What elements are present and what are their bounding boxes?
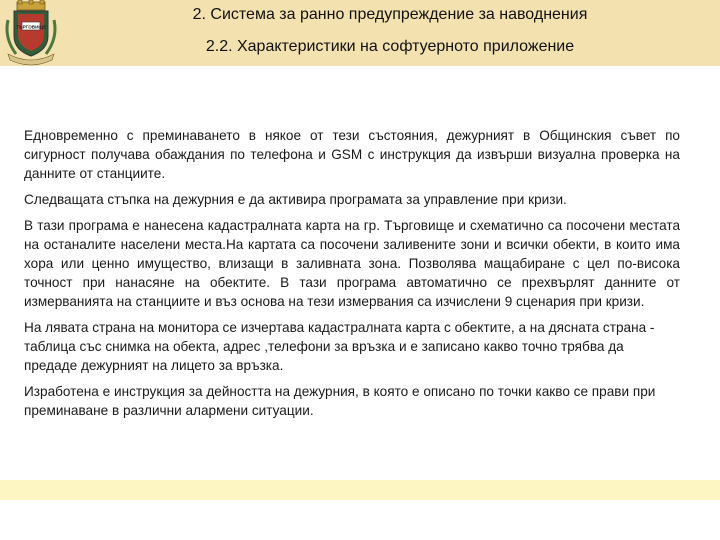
footer-band (0, 480, 720, 500)
logo-lettering: ТЪРГОВИЩЕ (15, 24, 47, 30)
paragraph-3: В тази програма е нанесена кадастралната карта на гр. Търговище и схематично са посочени местата на останалите населени места.На картата са посочени заливените зони и всички обекти, в които има хора или ценно имущество, влизащи в заливната зона. Позволява мащабиране с цел по-висока точност при нанасяне на обектите. В тази програма автоматично се прехвърлят данните от измерванията на станциите и въз основа на тези измервания са изчислени 9 сценария при кризи. (24, 218, 680, 309)
municipal-coat-of-arms-icon (2, 0, 60, 66)
header-band (0, 0, 720, 66)
paragraph-1: Едновременно с преминаването в някое от тези състояния, дежурният в Общинския съвет по сигурност получава обаждания по телефона и GSM с инструкция да извърши визуална проверка на данните от станциите. (24, 128, 680, 181)
paragraph-5: Изработена е инструкция за дейността на дежурния, в която е описано по точки какво се прави при преминаване в различни алармени ситуации. (24, 384, 656, 418)
paragraph-4: На лявата страна на монитора се изчертава кадастралната карта с обектите, а на дясната страна - таблица със снимка на обекта, адрес ,телефони за връзка и е записано какво точно трябва да предаде дежурният на лицето за връзка. (24, 320, 655, 373)
section-title: 2. Система за ранно предупреждение за наводнения (192, 6, 588, 23)
paragraph-2: Следващата стъпка на дежурния е да активира програмата за управление при кризи. (24, 192, 567, 207)
main-text (24, 126, 680, 427)
subsection-title: 2.2. Характеристики на софтуерното приложение (205, 38, 575, 55)
